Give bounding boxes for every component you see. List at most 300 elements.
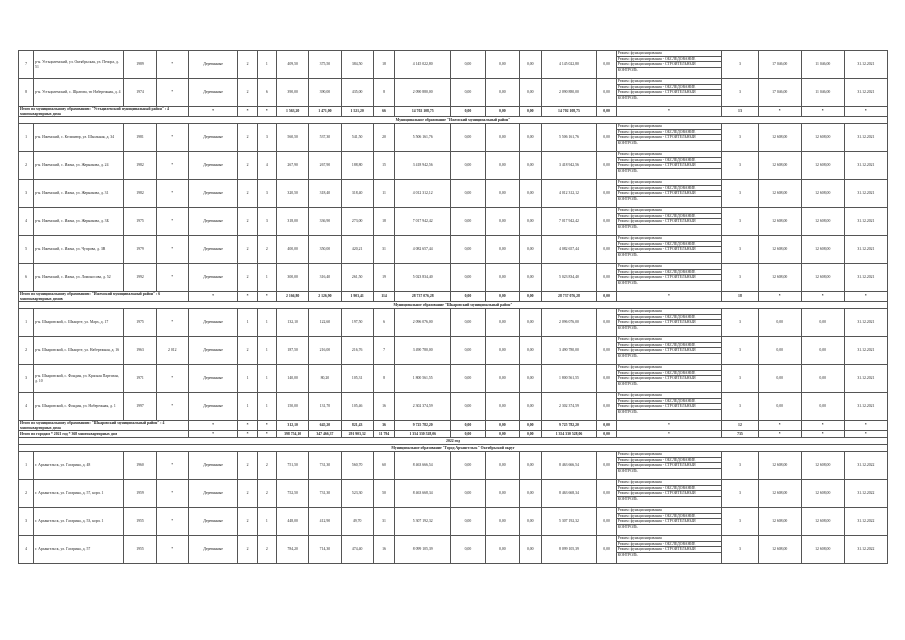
value-cell: 3 bbox=[722, 337, 759, 365]
value-cell: 36 bbox=[373, 421, 395, 431]
value-cell: 8 bbox=[373, 365, 395, 393]
value-cell: 12 608,00 bbox=[758, 536, 801, 564]
address-cell: р-н. Шкаровский, с. Шкаорте, ул. Марх, д. 17 bbox=[34, 309, 124, 337]
regime-line: Режим: функционирования - СТРОИТЕЛЬНЫЙ bbox=[617, 90, 721, 96]
value-cell: 318,00 bbox=[277, 208, 309, 236]
table-row bbox=[19, 51, 888, 79]
regime-line: КОНТРОЛЬ bbox=[617, 409, 638, 414]
value-cell: 0,00 bbox=[597, 51, 616, 79]
table-row bbox=[19, 452, 888, 480]
value-cell: 0,00 bbox=[451, 152, 485, 180]
value-cell: 28 737 076,28 bbox=[541, 292, 597, 302]
value-cell: * bbox=[156, 236, 188, 264]
table-row bbox=[19, 508, 888, 536]
value-cell: 0,00 bbox=[485, 79, 519, 107]
date-cell: 31.12.2021 bbox=[844, 208, 887, 236]
value-cell: 6 bbox=[257, 79, 276, 107]
row-number: 2 bbox=[19, 480, 34, 508]
value-cell: 0,00 bbox=[451, 292, 485, 302]
value-cell: 2 bbox=[238, 337, 257, 365]
value-cell: 1955 bbox=[124, 536, 156, 564]
regime-cell bbox=[616, 452, 721, 480]
value-cell: 2 bbox=[238, 508, 257, 536]
regime-line: Режим: функционирования - СТРОИТЕЛЬНЫЙ bbox=[617, 348, 721, 354]
value-cell: 12 608,00 bbox=[801, 124, 844, 152]
address-cell: р-н. Ижемский, с. Ижма, ул. Жернакова, д. 3Б bbox=[34, 208, 124, 236]
value-cell: 541,50 bbox=[341, 124, 373, 152]
regime-line: Режим: функционирования - ОБСЛЕДОВАНИЕ bbox=[617, 343, 721, 349]
value-cell: 0,00 bbox=[758, 337, 801, 365]
value-cell: 0,00 bbox=[520, 480, 542, 508]
value-cell: 1 bbox=[238, 393, 257, 421]
date-cell: 31.12.2021 bbox=[844, 309, 887, 337]
row-number: 5 bbox=[19, 236, 34, 264]
municipality-title: Муниципальное образование "Ижемский муниципальный район" bbox=[19, 117, 888, 124]
value-cell: 384,50 bbox=[341, 51, 373, 79]
regime-line: Режим: функционирования - ОБСЛЕДОВАНИЕ bbox=[617, 458, 721, 464]
value-cell: 13 bbox=[722, 107, 759, 117]
row-number: 2 bbox=[19, 152, 34, 180]
value-cell: 16 bbox=[373, 536, 395, 564]
regime-line: КОНТРОЛЬ bbox=[617, 468, 638, 473]
value-cell: 216,00 bbox=[309, 337, 341, 365]
value-cell: 8 463 668,34 bbox=[395, 480, 451, 508]
regime-line: Режим: функционирования bbox=[617, 365, 721, 371]
value-cell: Деревянные bbox=[188, 309, 237, 337]
regime-line: КОНТРОЛЬ bbox=[617, 552, 638, 557]
regime-line: Режим: функционирования - СТРОИТЕЛЬНЫЙ bbox=[617, 463, 721, 469]
value-cell: 0,00 bbox=[597, 107, 616, 117]
value-cell: 474,40 bbox=[341, 536, 373, 564]
value-cell: 8 099 105,39 bbox=[541, 536, 597, 564]
value-cell: 31 bbox=[373, 508, 395, 536]
total-label: Итого по муниципальному образованию: "Шкаровский муниципальный район" : 4 многоквартирных дома bbox=[19, 421, 189, 431]
value-cell: 3 bbox=[722, 236, 759, 264]
value-cell: * bbox=[616, 107, 721, 117]
value-cell: 7 017 942,42 bbox=[395, 208, 451, 236]
regime-line: Режим: функционирования bbox=[617, 236, 721, 242]
value-cell: 9 725 782,20 bbox=[541, 421, 597, 431]
regime-cell bbox=[616, 536, 721, 564]
value-cell: 0,00 bbox=[597, 431, 616, 438]
value-cell: Деревянные bbox=[188, 480, 237, 508]
row-number: 1 bbox=[19, 309, 34, 337]
value-cell: * bbox=[156, 508, 188, 536]
regime-line: Режим: функционирования - СТРОИТЕЛЬНЫЙ bbox=[617, 219, 721, 225]
value-cell: 0,00 bbox=[520, 337, 542, 365]
value-cell: 6 bbox=[373, 309, 395, 337]
value-cell: 4 012 312,12 bbox=[395, 180, 451, 208]
value-cell: 19 bbox=[373, 264, 395, 292]
value-cell: 2 bbox=[238, 452, 257, 480]
value-cell: 316,40 bbox=[309, 264, 341, 292]
value-cell: * bbox=[257, 292, 276, 302]
value-cell: 8 463 666,54 bbox=[541, 452, 597, 480]
value-cell: 12 608,00 bbox=[758, 264, 801, 292]
value-cell: 8 463 666,54 bbox=[395, 452, 451, 480]
grand-total-row bbox=[19, 431, 888, 438]
value-cell: 400,00 bbox=[277, 236, 309, 264]
regime-line: Режим: функционирования - СТРОИТЕЛЬНЫЙ bbox=[617, 247, 721, 253]
value-cell: 0,00 bbox=[597, 393, 616, 421]
regime-line: Режим: функционирования - СТРОИТЕЛЬНЫЙ bbox=[617, 163, 721, 169]
value-cell: 1982 bbox=[124, 152, 156, 180]
value-cell: 50 bbox=[373, 480, 395, 508]
value-cell: 0,00 bbox=[520, 51, 542, 79]
value-cell: 0,00 bbox=[485, 51, 519, 79]
value-cell: 0,00 bbox=[597, 180, 616, 208]
address-cell: р-н. Шкаровский, с. Фондин, ул. Красная Партизан, д. 10 bbox=[34, 365, 124, 393]
value-cell: 0,00 bbox=[597, 79, 616, 107]
value-cell: Деревянные bbox=[188, 536, 237, 564]
address-cell: р-н. Устьцилемский, с. Щкатова, тп Набережная, д. 4 bbox=[34, 79, 124, 107]
value-cell: 7 017 942,42 bbox=[541, 208, 597, 236]
value-cell: * bbox=[156, 365, 188, 393]
value-cell: 2 166,80 bbox=[277, 292, 309, 302]
table-row bbox=[19, 536, 888, 564]
value-cell: * bbox=[156, 51, 188, 79]
value-cell: 197,50 bbox=[341, 309, 373, 337]
value-cell: 1955 bbox=[124, 508, 156, 536]
value-cell: 3 bbox=[722, 124, 759, 152]
value-cell: 5 023 834,40 bbox=[395, 264, 451, 292]
value-cell: 11 bbox=[373, 180, 395, 208]
value-cell: 318,40 bbox=[309, 180, 341, 208]
regime-line: Режим: функционирования - ОБСЛЕДОВАНИЕ bbox=[617, 130, 721, 136]
value-cell: * bbox=[844, 107, 887, 117]
value-cell: 0,00 bbox=[451, 421, 485, 431]
value-cell: 0,00 bbox=[597, 309, 616, 337]
value-cell: 347 466,37 bbox=[309, 431, 341, 438]
value-cell: 1982 bbox=[124, 180, 156, 208]
value-cell: 3 bbox=[722, 536, 759, 564]
value-cell: 2 bbox=[257, 480, 276, 508]
regime-line: Режим: функционирования - ОБСЛЕДОВАНИЕ bbox=[617, 514, 721, 520]
value-cell: 5 023 834,40 bbox=[541, 264, 597, 292]
value-cell: Деревянные bbox=[188, 79, 237, 107]
regime-line: КОНТРОЛЬ bbox=[617, 224, 638, 229]
value-cell: 0,00 bbox=[801, 337, 844, 365]
value-cell: * bbox=[156, 208, 188, 236]
value-cell: Деревянные bbox=[188, 264, 237, 292]
value-cell: 2 012 bbox=[156, 337, 188, 365]
value-cell: 0,00 bbox=[485, 236, 519, 264]
value-cell: 11 794 bbox=[373, 431, 395, 438]
value-cell: 12 608,00 bbox=[801, 508, 844, 536]
value-cell: 12 608,00 bbox=[758, 236, 801, 264]
value-cell: 735 bbox=[722, 431, 759, 438]
value-cell: 17 046,00 bbox=[758, 79, 801, 107]
value-cell: * bbox=[257, 107, 276, 117]
value-cell: 31 bbox=[373, 236, 395, 264]
value-cell: 0,00 bbox=[801, 365, 844, 393]
value-cell: * bbox=[616, 431, 721, 438]
value-cell: 0,00 bbox=[520, 208, 542, 236]
value-cell: 2 126,90 bbox=[309, 292, 341, 302]
value-cell: 7 bbox=[373, 337, 395, 365]
value-cell: 1 563,20 bbox=[277, 107, 309, 117]
regime-line: Режим: функционирования - ОБСЛЕДОВАНИЕ bbox=[617, 371, 721, 377]
value-cell: 1975 bbox=[124, 208, 156, 236]
value-cell: 20 bbox=[373, 124, 395, 152]
value-cell: 0,00 bbox=[520, 152, 542, 180]
value-cell: 0,00 bbox=[485, 309, 519, 337]
regime-cell bbox=[616, 337, 721, 365]
table-row bbox=[19, 79, 888, 107]
date-cell: 31.12.2021 bbox=[844, 180, 887, 208]
value-cell: 0,00 bbox=[485, 152, 519, 180]
value-cell: * bbox=[188, 421, 237, 431]
regime-line: Режим: функционирования - ОБСЛЕДОВАНИЕ bbox=[617, 57, 721, 63]
regime-cell bbox=[616, 480, 721, 508]
value-cell: * bbox=[844, 431, 887, 438]
value-cell: 0,00 bbox=[485, 421, 519, 431]
regime-line: КОНТРОЛЬ bbox=[617, 381, 638, 386]
value-cell: 3 418 942,56 bbox=[541, 152, 597, 180]
value-cell: 2 090 880,00 bbox=[541, 79, 597, 107]
value-cell: 0,00 bbox=[520, 180, 542, 208]
regime-cell bbox=[616, 365, 721, 393]
housing-program-table bbox=[18, 50, 888, 564]
value-cell: 1 354 330 528,06 bbox=[395, 431, 451, 438]
regime-line: Режим: функционирования - СТРОИТЕЛЬНЫЙ bbox=[617, 135, 721, 141]
value-cell: 0,00 bbox=[597, 508, 616, 536]
value-cell: 0,00 bbox=[485, 208, 519, 236]
regime-line: Режим: функционирования - СТРОИТЕЛЬНЫЙ bbox=[617, 376, 721, 382]
value-cell: 18 bbox=[373, 51, 395, 79]
value-cell: 0,00 bbox=[451, 431, 485, 438]
regime-line: Режим: функционирования - СТРОИТЕЛЬНЫЙ bbox=[617, 491, 721, 497]
table-row bbox=[19, 393, 888, 421]
value-cell: 12 608,00 bbox=[801, 208, 844, 236]
value-cell: * bbox=[156, 309, 188, 337]
value-cell: 409,50 bbox=[277, 51, 309, 79]
value-cell: 2 bbox=[238, 180, 257, 208]
municipality-header-row bbox=[19, 302, 888, 309]
value-cell: 0,00 bbox=[597, 208, 616, 236]
regime-line: Режим: функционирования - ОБСЛЕДОВАНИЕ bbox=[617, 186, 721, 192]
table-row bbox=[19, 337, 888, 365]
regime-cell bbox=[616, 152, 721, 180]
value-cell: 0,00 bbox=[485, 508, 519, 536]
value-cell: 0,00 bbox=[597, 236, 616, 264]
value-cell: 114 bbox=[373, 292, 395, 302]
value-cell: 12 608,00 bbox=[758, 508, 801, 536]
value-cell: 300,00 bbox=[277, 264, 309, 292]
value-cell: 2 bbox=[257, 452, 276, 480]
value-cell: * bbox=[801, 292, 844, 302]
value-cell: 821,43 bbox=[341, 421, 373, 431]
regime-line: Режим: функционирования bbox=[617, 536, 721, 542]
address-cell: р-н. Ижемский, с. Ижма, ул. Ломоносова, д. 52 bbox=[34, 264, 124, 292]
year-title: 2022 год bbox=[19, 438, 888, 445]
value-cell: 0,00 bbox=[485, 292, 519, 302]
regime-line: Режим: функционирования - СТРОИТЕЛЬНЫЙ bbox=[617, 62, 721, 68]
value-cell: 731,30 bbox=[309, 480, 341, 508]
value-cell: 0,00 bbox=[485, 393, 519, 421]
value-cell: 1997 bbox=[124, 393, 156, 421]
value-cell: 3 490 780,00 bbox=[541, 337, 597, 365]
value-cell: 3 bbox=[722, 180, 759, 208]
value-cell: * bbox=[156, 536, 188, 564]
value-cell: 0,00 bbox=[451, 337, 485, 365]
value-cell: 0,00 bbox=[597, 124, 616, 152]
address-cell: р-н. Ижемский, с. Ижма, ул. Жернакова, д. 31 bbox=[34, 180, 124, 208]
document-sheet bbox=[18, 50, 888, 564]
regime-line: Режим: функционирования - СТРОИТЕЛЬНЫЙ bbox=[617, 191, 721, 197]
value-cell: 0,00 bbox=[451, 208, 485, 236]
value-cell: 0,00 bbox=[597, 536, 616, 564]
value-cell: 3 bbox=[257, 124, 276, 152]
value-cell: * bbox=[188, 431, 237, 438]
value-cell: 12 608,00 bbox=[758, 208, 801, 236]
value-cell: Деревянные bbox=[188, 180, 237, 208]
municipality-title: Муниципальное образование "Шкаровский муниципальный район" bbox=[19, 302, 888, 309]
regime-line: Режим: функционирования bbox=[617, 508, 721, 514]
subtotal-row bbox=[19, 292, 888, 302]
value-cell: 390,00 bbox=[309, 79, 341, 107]
value-cell: 11 046,00 bbox=[801, 79, 844, 107]
value-cell: 3 bbox=[257, 208, 276, 236]
value-cell: 0,00 bbox=[485, 536, 519, 564]
table-row bbox=[19, 152, 888, 180]
value-cell: 0,00 bbox=[451, 107, 485, 117]
value-cell: 318,40 bbox=[341, 180, 373, 208]
value-cell: 1 471,00 bbox=[309, 107, 341, 117]
value-cell: Деревянные bbox=[188, 124, 237, 152]
value-cell: * bbox=[238, 431, 257, 438]
value-cell: 1 800 561,55 bbox=[541, 365, 597, 393]
row-number: 2 bbox=[19, 337, 34, 365]
value-cell: 0,00 bbox=[520, 124, 542, 152]
value-cell: 12 608,00 bbox=[758, 124, 801, 152]
value-cell: 398 754,10 bbox=[277, 431, 309, 438]
value-cell: 17 046,00 bbox=[758, 51, 801, 79]
value-cell: 105,46 bbox=[341, 393, 373, 421]
value-cell: 0,00 bbox=[451, 124, 485, 152]
table-row bbox=[19, 365, 888, 393]
value-cell: 784,20 bbox=[277, 536, 309, 564]
value-cell: 3 bbox=[722, 264, 759, 292]
value-cell: 1981 bbox=[124, 124, 156, 152]
value-cell: 0,00 bbox=[485, 180, 519, 208]
value-cell: 2 bbox=[238, 536, 257, 564]
value-cell: 0,00 bbox=[451, 365, 485, 393]
value-cell: 0,00 bbox=[520, 264, 542, 292]
subtotal-row bbox=[19, 107, 888, 117]
value-cell: 1 800 561,55 bbox=[395, 365, 451, 393]
municipality-header-row bbox=[19, 445, 888, 452]
value-cell: 1 bbox=[257, 264, 276, 292]
value-cell: 8 bbox=[373, 79, 395, 107]
value-cell: 12 608,00 bbox=[758, 152, 801, 180]
total-label: Итого по муниципальному образованию: "Устьцилемский муниципальный район" : 4 многоквартирных дома bbox=[19, 107, 189, 117]
regime-line: Режим: функционирования bbox=[617, 208, 721, 214]
value-cell: 140,00 bbox=[277, 365, 309, 393]
regime-cell bbox=[616, 79, 721, 107]
value-cell: 273,00 bbox=[341, 208, 373, 236]
date-cell: 31.12.2022 bbox=[844, 508, 887, 536]
regime-line: Режим: функционирования bbox=[617, 79, 721, 85]
value-cell: 1959 bbox=[124, 480, 156, 508]
value-cell: * bbox=[156, 180, 188, 208]
value-cell: 1 354 330 528,06 bbox=[541, 431, 597, 438]
regime-cell bbox=[616, 309, 721, 337]
value-cell: 291 903,32 bbox=[341, 431, 373, 438]
value-cell: 267,90 bbox=[277, 152, 309, 180]
regime-cell bbox=[616, 51, 721, 79]
value-cell: 3 bbox=[722, 452, 759, 480]
value-cell: 0,00 bbox=[520, 309, 542, 337]
value-cell: * bbox=[238, 421, 257, 431]
regime-line: Режим: функционирования bbox=[617, 264, 721, 270]
value-cell: 0,00 bbox=[451, 79, 485, 107]
value-cell: 3 490 780,00 bbox=[395, 337, 451, 365]
value-cell: 1992 bbox=[124, 264, 156, 292]
value-cell: * bbox=[758, 431, 801, 438]
value-cell: 435,00 bbox=[341, 79, 373, 107]
value-cell: 60 bbox=[373, 452, 395, 480]
value-cell: 0,00 bbox=[520, 508, 542, 536]
value-cell: 0,00 bbox=[597, 152, 616, 180]
regime-cell bbox=[616, 236, 721, 264]
value-cell: * bbox=[156, 79, 188, 107]
regime-line: Режим: функционирования bbox=[617, 337, 721, 343]
value-cell: 9 725 782,20 bbox=[395, 421, 451, 431]
value-cell: 18 bbox=[722, 292, 759, 302]
regime-line: КОНТРОЛЬ bbox=[617, 524, 638, 529]
regime-line: КОНТРОЛЬ bbox=[617, 196, 638, 201]
value-cell: 0,00 bbox=[520, 292, 542, 302]
table-row bbox=[19, 264, 888, 292]
value-cell: * bbox=[156, 152, 188, 180]
value-cell: 80,20 bbox=[309, 365, 341, 393]
value-cell: 12 608,00 bbox=[801, 236, 844, 264]
value-cell: 0,00 bbox=[485, 264, 519, 292]
value-cell: 0,00 bbox=[520, 236, 542, 264]
regime-line: Режим: функционирования - ОБСЛЕДОВАНИЕ bbox=[617, 315, 721, 321]
row-number: 6 bbox=[19, 264, 34, 292]
regime-line: КОНТРОЛЬ bbox=[617, 95, 638, 100]
value-cell: 3 418 942,56 bbox=[395, 152, 451, 180]
regime-line: КОНТРОЛЬ bbox=[617, 280, 638, 285]
value-cell: 2 bbox=[238, 152, 257, 180]
value-cell: 3 bbox=[722, 309, 759, 337]
value-cell: 12 608,00 bbox=[801, 452, 844, 480]
value-cell: 1979 bbox=[124, 236, 156, 264]
value-cell: 5 506 161,76 bbox=[395, 124, 451, 152]
regime-cell bbox=[616, 508, 721, 536]
value-cell: 2 bbox=[238, 264, 257, 292]
address-cell: р-н. Ижемский, с. Ижма, ул. Чупрова, д. 3В bbox=[34, 236, 124, 264]
value-cell: 0,00 bbox=[520, 536, 542, 564]
value-cell: 2 096 076,00 bbox=[395, 309, 451, 337]
value-cell: * bbox=[238, 292, 257, 302]
value-cell: 12 608,00 bbox=[801, 152, 844, 180]
value-cell: 3 bbox=[722, 51, 759, 79]
regime-cell bbox=[616, 124, 721, 152]
value-cell: 1963 bbox=[124, 337, 156, 365]
value-cell: 731,30 bbox=[309, 452, 341, 480]
value-cell: * bbox=[257, 421, 276, 431]
regime-line: Режим: функционирования - СТРОИТЕЛЬНЫЙ bbox=[617, 519, 721, 525]
address-cell: р-н. Шкаровский, с. Фондин, ул. Набережная, д. 1 bbox=[34, 393, 124, 421]
address-cell: р-н. Шкаровский, с. Шкаорте, ул. Набережная, д. 16 bbox=[34, 337, 124, 365]
value-cell: 0,00 bbox=[451, 508, 485, 536]
value-cell: 0,00 bbox=[597, 452, 616, 480]
value-cell: 0,00 bbox=[485, 431, 519, 438]
value-cell: 14 702 108,75 bbox=[541, 107, 597, 117]
